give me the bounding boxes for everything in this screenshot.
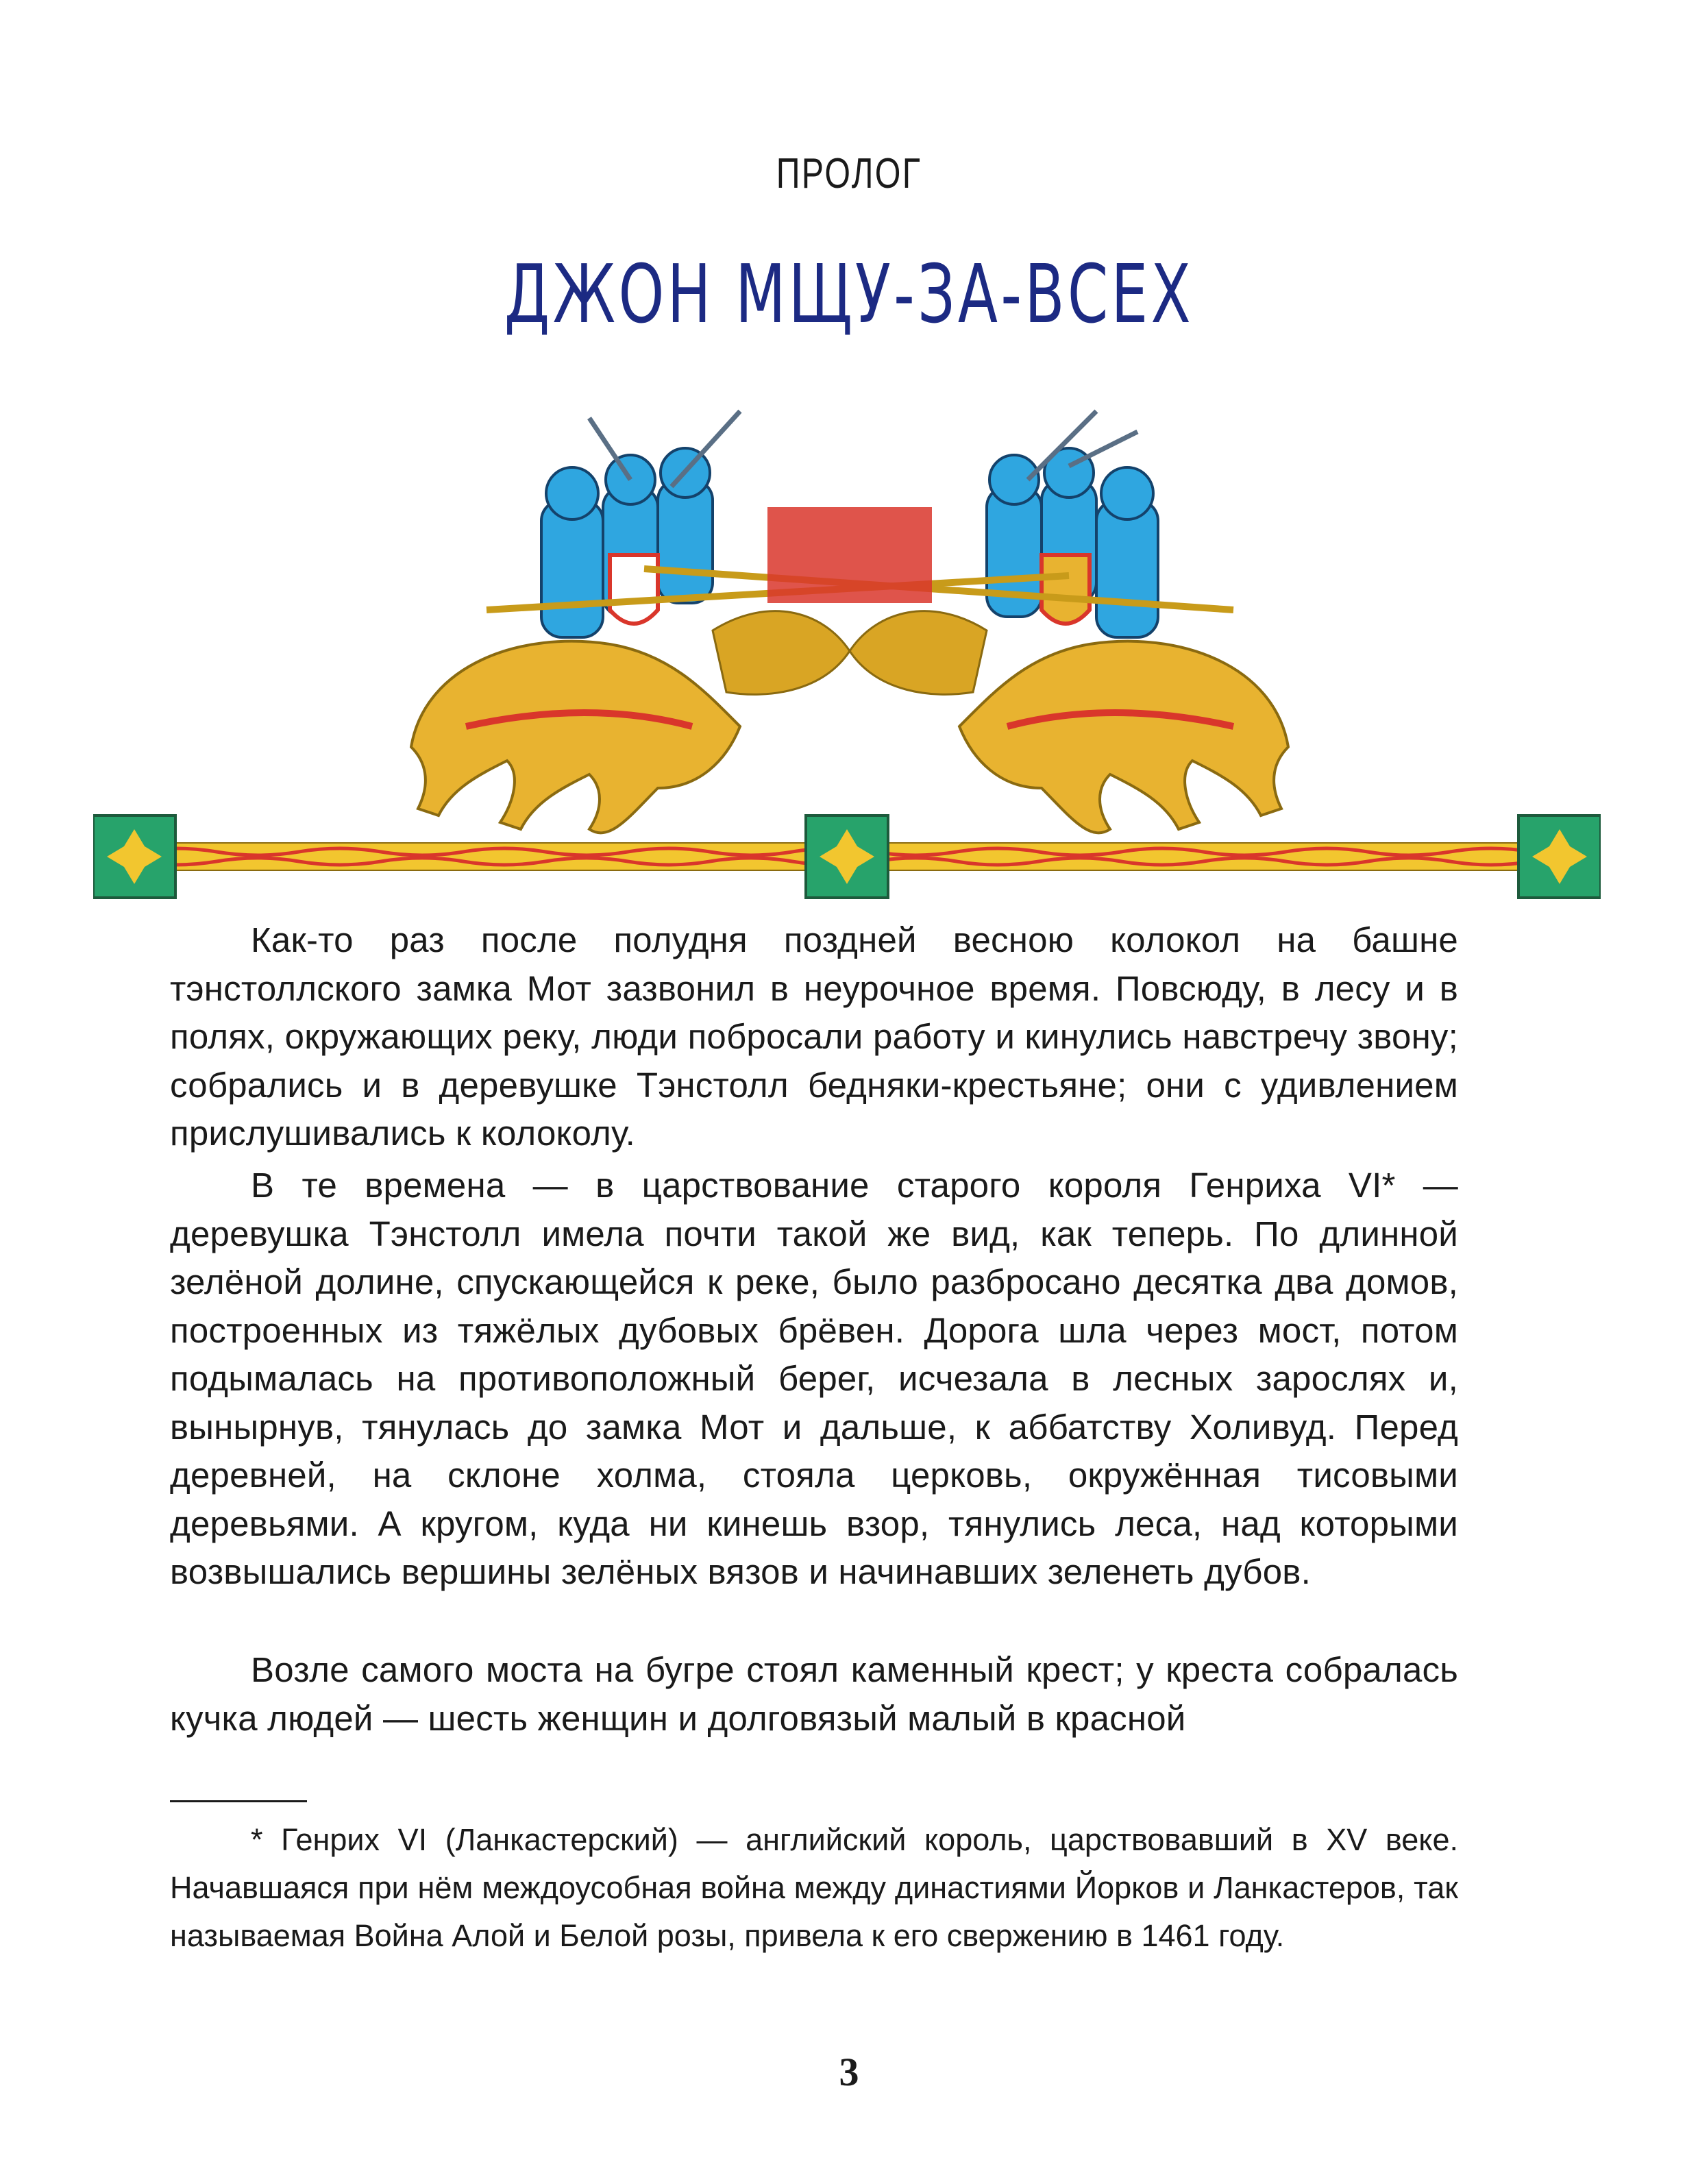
chapter-title: ДЖОН МЩУ-ЗА-ВСЕХ (504, 247, 1194, 341)
body-paragraph-1 (170, 916, 1458, 1158)
body-paragraph-3 (170, 1646, 1458, 1743)
page-number: 3 (839, 2050, 859, 2094)
right-horse (959, 641, 1288, 833)
paragraph-text: Как-то раз после полудня поздней весною колокол на башне тэнстоллского замка Мот зазвонил в неурочное время. Повсюду, в лесу и в полях, окружающих реку, люди побросали работу и кинулись навстречу звону; собрались и в деревушке Тэнстолл бедняки-крестьяне; они с удивлением прислушивались к колоколу. (170, 920, 1458, 1153)
left-horse (411, 641, 740, 833)
body-paragraph-2 (170, 1162, 1458, 1597)
footnote: * Генрих VI (Ланкастерский) — английский король, царствовавший в XV веке. Начавшаяся при нём междоусобная война между династиями Йорков и Ланкастеров, так называемая Война Алой и Белой розы, привела к его свержению в 1461 году. (170, 1822, 1458, 1953)
left-shield (610, 555, 658, 624)
footnote-divider (170, 1800, 307, 1802)
ornament-tile-left (93, 815, 175, 898)
jousting-knights-illustration (384, 404, 1316, 843)
paragraph-text: Возле самого моста на бугре стоял каменный крест; у креста собралась кучка людей — шесть женщин и долговязый малый в красной (170, 1650, 1458, 1738)
chapter-label: ПРОЛОГ (776, 150, 922, 197)
paragraph-text: В те времена — в царствование старого короля Генриха VI* — деревушка Тэнстолл имела почти такой же вид, как теперь. По длинной зелёной долине, спускающейся к реке, было разбросано десятка два домов, построенных из тяжёлых дубовых брёвен. Дорога шла через мост, потом подымалась на противоположный берег, исчезала в лесных зарослях и, вынырнув, тянулась до замка Мот и дальше, к аббатству Холивуд. Перед деревней, на склоне холма, стояла церковь, окружённая тисовыми деревьями. А кругом, куда ни кинешь взор, тянулись леса, над которыми возвышались вершины зелёных вязов и начинавших зеленеть дубов. (170, 1166, 1458, 1591)
ornament-tile-center (806, 815, 888, 898)
decorative-border (93, 805, 1601, 908)
right-shield (1042, 555, 1090, 624)
ornament-tile-right (1518, 815, 1601, 898)
